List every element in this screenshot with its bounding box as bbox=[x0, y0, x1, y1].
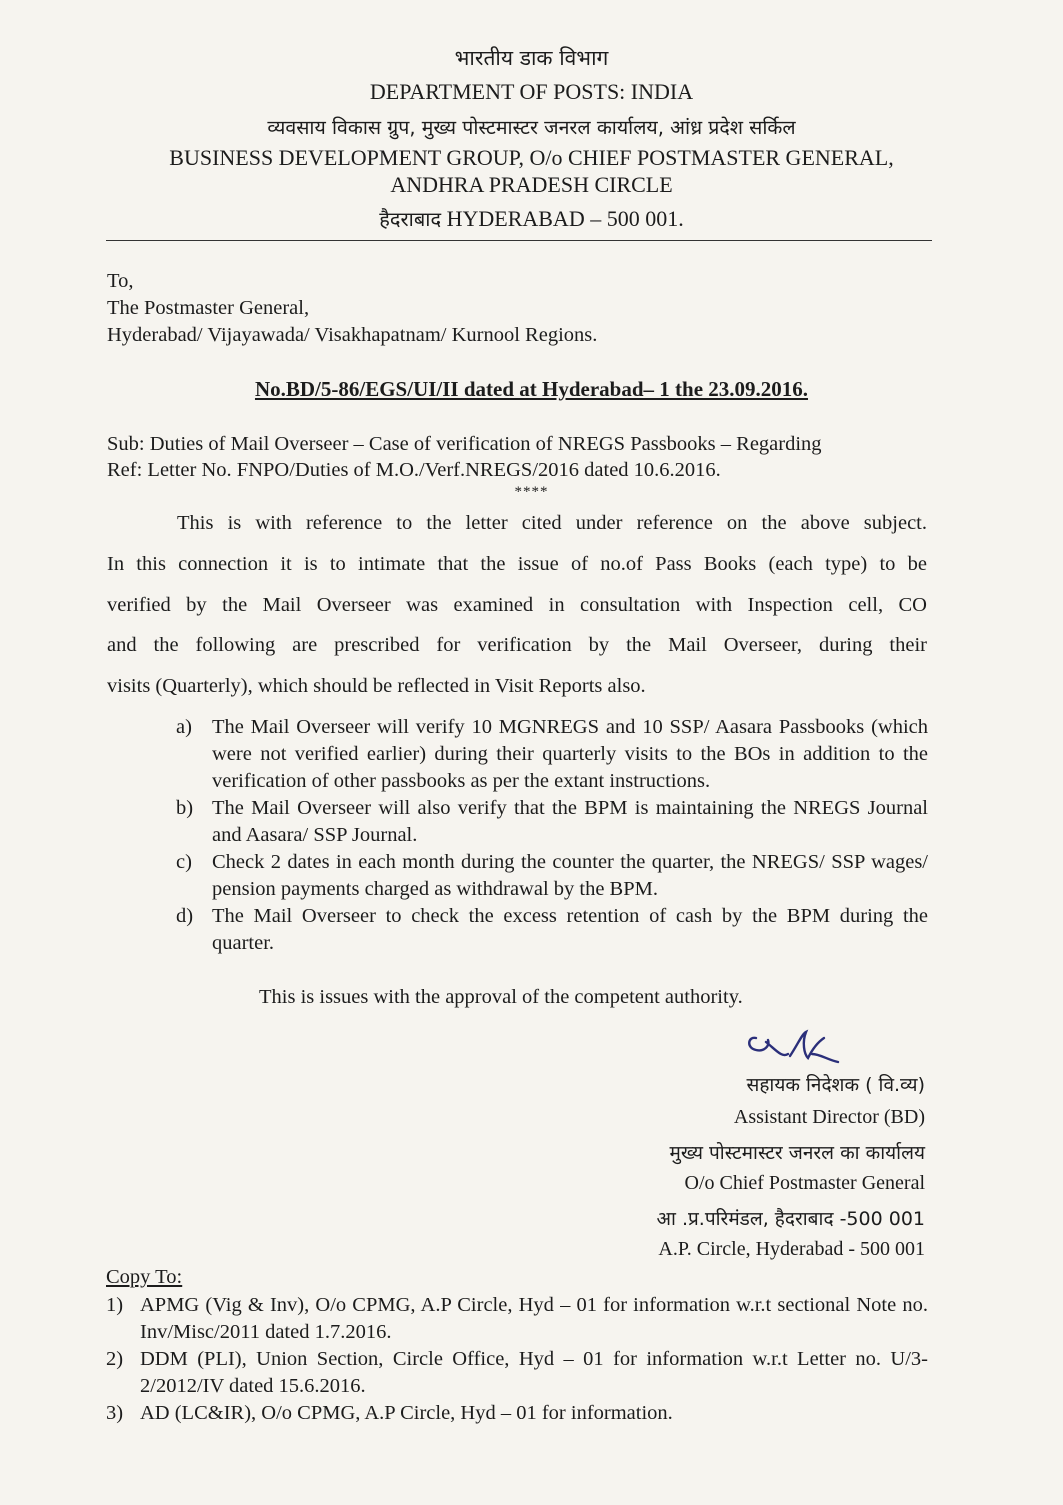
copy-text: DDM (PLI), Union Section, Circle Office, Hyd – 01 for information w.r.t Letter no. U/3-2/2012/IV dated 15.6.2016. bbox=[140, 1348, 928, 1397]
signatory-office: O/o Chief Postmaster General bbox=[684, 1172, 925, 1194]
list-item bbox=[176, 714, 928, 795]
item-text: The Mail Overseer to check the excess retention of cash by the BPM during the quarter. bbox=[212, 905, 928, 954]
header-group-line2: ANDHRA PRADESH CIRCLE bbox=[390, 172, 673, 197]
body-line: This is with reference to the letter cited under reference on the above subject. bbox=[177, 512, 927, 534]
closing-line: This is issues with the approval of the competent authority. bbox=[259, 986, 743, 1008]
copy-text: APMG (Vig & Inv), O/o CPMG, A.P Circle, Hyd – 01 for information w.r.t sectional Note no. Inv/Misc/2011 dated 1.7.2016. bbox=[140, 1294, 928, 1343]
header-city bbox=[0, 205, 1063, 232]
signatory-hindi-title: सहायक निदेशक ( वि.व्य) bbox=[746, 1074, 925, 1096]
item-text: The Mail Overseer will verify 10 MGNREGS and 10 SSP/ Aasara Passbooks (which were not verified earlier) during their quarterly visits to the BOs in addition to the verification of other passbooks as per the extant instructions. bbox=[212, 716, 928, 792]
body-line: and the following are prescribed for verification by the Mail Overseer, during their bbox=[107, 634, 927, 656]
list-item bbox=[176, 849, 928, 903]
body-line: verified by the Mail Overseer was examined in consultation with Inspection cell, CO bbox=[107, 594, 927, 616]
copy-label: 2) bbox=[106, 1348, 124, 1370]
copy-label: 1) bbox=[106, 1294, 124, 1316]
signatory-address: A.P. Circle, Hyderabad - 500 001 bbox=[658, 1238, 925, 1260]
list-item bbox=[176, 903, 928, 957]
header-city-english: HYDERABAD – 500 001. bbox=[446, 206, 684, 231]
item-label: d) bbox=[176, 905, 194, 927]
addressee-to: To, bbox=[107, 270, 134, 292]
list-item bbox=[106, 1292, 928, 1346]
reference-number: No.BD/5-86/EGS/UI/II dated at Hyderabad– 1 the 23.09.2016. bbox=[254, 377, 809, 401]
ref-line: Ref: Letter No. FNPO/Duties of M.O./Verf.NREGS/2016 dated 10.6.2016. bbox=[107, 459, 721, 481]
list-item bbox=[106, 1400, 928, 1427]
item-label: b) bbox=[176, 797, 194, 819]
header-divider bbox=[106, 240, 932, 241]
item-text: The Mail Overseer will also verify that the BPM is maintaining the NREGS Journal and Aasara/ SSP Journal. bbox=[212, 797, 928, 846]
list-item bbox=[176, 795, 928, 849]
header-hindi-group: व्यवसाय विकास ग्रुप, मुख्य पोस्टमास्टर जनरल कार्यालय, आंध्र प्रदेश सर्किल bbox=[267, 116, 796, 139]
item-text: Check 2 dates in each month during the counter the quarter, the NREGS/ SSP wages/ pension payments charged as withdrawal by the BPM. bbox=[212, 851, 928, 900]
header-hindi-department: भारतीय डाक विभाग bbox=[454, 46, 609, 70]
signature-image bbox=[742, 1024, 852, 1074]
copy-label: 3) bbox=[106, 1402, 124, 1424]
copy-to-heading: Copy To: bbox=[106, 1266, 183, 1288]
header-department: DEPARTMENT OF POSTS: INDIA bbox=[369, 79, 694, 104]
header-group-line1: BUSINESS DEVELOPMENT GROUP, O/o CHIEF POSTMASTER GENERAL, bbox=[169, 145, 894, 170]
signatory-title: Assistant Director (BD) bbox=[733, 1106, 925, 1128]
body-line: visits (Quarterly), which should be reflected in Visit Reports also. bbox=[107, 675, 646, 697]
body-line: In this connection it is to intimate that the issue of no.of Pass Books (each type) to be bbox=[107, 553, 927, 575]
header-city-hindi: हैदराबाद bbox=[379, 207, 442, 231]
copy-to-list bbox=[106, 1292, 928, 1427]
copy-text: AD (LC&IR), O/o CPMG, A.P Circle, Hyd – 01 for information. bbox=[140, 1402, 673, 1424]
signatory-hindi-office: मुख्य पोस्टमास्टर जनरल का कार्यालय bbox=[669, 1142, 925, 1164]
item-label: a) bbox=[176, 716, 192, 738]
subject-line: Sub: Duties of Mail Overseer – Case of verification of NREGS Passbooks – Regarding bbox=[107, 433, 822, 455]
separator-stars: **** bbox=[514, 484, 549, 500]
item-label: c) bbox=[176, 851, 192, 873]
addressee-line1: The Postmaster General, bbox=[107, 297, 310, 319]
prescribed-items-list bbox=[176, 714, 928, 957]
list-item bbox=[106, 1346, 928, 1400]
addressee-line2: Hyderabad/ Vijayawada/ Visakhapatnam/ Kurnool Regions. bbox=[107, 324, 598, 346]
signatory-hindi-address: आ .प्र.परिमंडल, हैदराबाद -500 001 bbox=[656, 1208, 925, 1230]
